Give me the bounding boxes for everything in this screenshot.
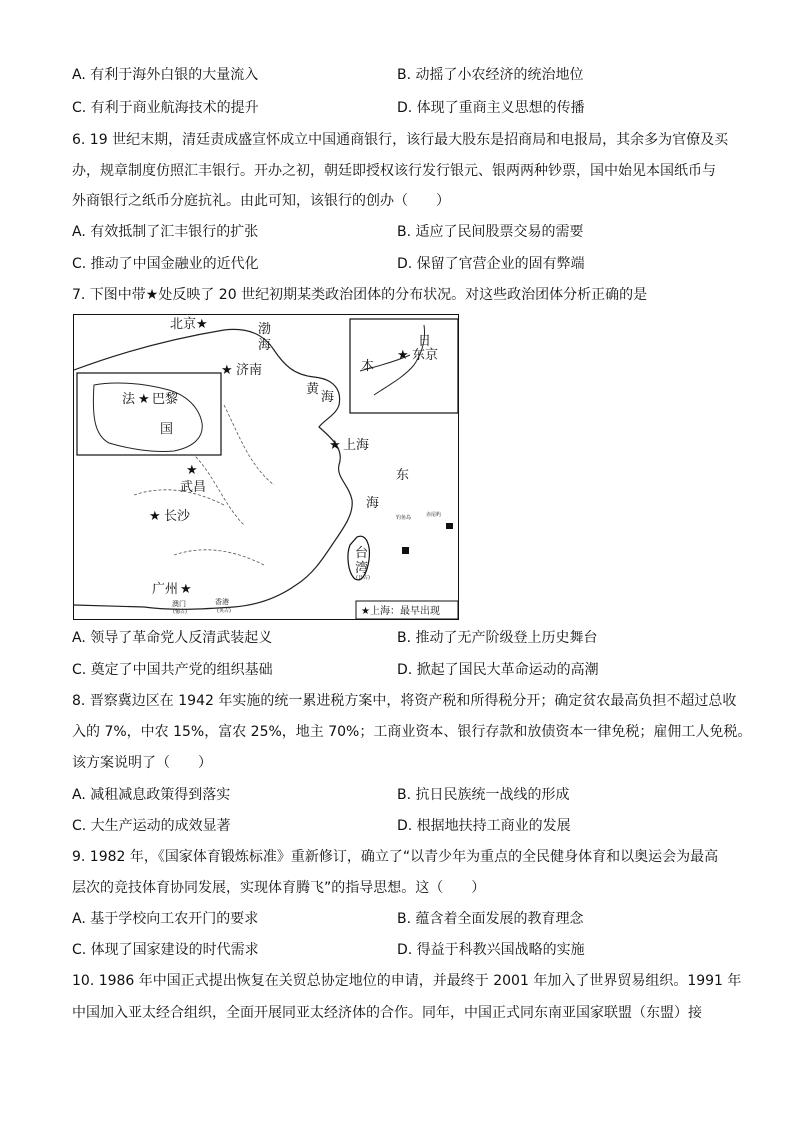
q7-option-d: D. 掀起了国民大革命运动的高潮 (397, 662, 599, 678)
star-changsha: ★ (149, 509, 161, 524)
city-changsha: 长沙 (164, 509, 191, 524)
star-jinan: ★ (221, 363, 233, 378)
q6-stem-line2: 办，规章制度仿照汇丰银行。开办之初，朝廷即授权该行发行银元、银两两种钞票，国中始见本国纸币与 (72, 163, 716, 179)
q9-option-c: C. 体现了国家建设的时代需求 (72, 942, 259, 958)
q9-option-d: D. 得益于科教兴国战略的实施 (397, 942, 585, 958)
taiwan-label-2: 湾 (355, 561, 369, 576)
q6-option-b: B. 适应了民间股票交易的需要 (397, 224, 584, 240)
q7-stem: 7. 下图中带★处反映了 20 世纪初期某类政治团体的分布状况。对这些政治团体分析正确的是 (72, 287, 648, 303)
bohai-label-1: 渤 (258, 322, 272, 337)
taiwan-label-sub: (日占) (356, 575, 370, 581)
japan-label-2: 本 (361, 359, 375, 374)
q9-option-b: B. 蕴含着全面发展的教育理念 (397, 911, 584, 927)
japan-label-1: 日 (418, 334, 432, 349)
q6-option-a: A. 有效抵制了汇丰银行的扩张 (72, 224, 259, 240)
city-tokyo: 东京 (412, 348, 439, 363)
city-wuchang: 武昌 (180, 480, 207, 495)
diaoyu-label: 钓鱼岛 (396, 515, 412, 521)
city-beijing: 北京 (170, 317, 197, 332)
q6-stem-line3: 外商银行之纸币分庭抗礼。由此可知，该银行的创办（ ） (72, 193, 450, 209)
star-paris: ★ (138, 392, 150, 407)
q7-map (73, 314, 459, 620)
donghai-label-2: 海 (366, 496, 380, 511)
city-macau: 澳门 (172, 600, 186, 608)
q8-stem-line3: 该方案说明了（ ） (72, 755, 212, 771)
q6-option-c: C. 推动了中国金融业的近代化 (72, 256, 259, 272)
q8-stem-line2: 入的 7%，中农 15%，富农 25%，地主 70%；工商业资本、银行存款和放债资本一律免税；雇佣工人免税。 (72, 724, 752, 740)
taiwan-label-1: 台 (355, 546, 369, 561)
island-marker (402, 547, 409, 554)
q9-option-a: A. 基于学校向工农开门的要求 (72, 911, 259, 927)
bohai-label-2: 海 (258, 338, 272, 353)
star-wuchang: ★ (186, 463, 198, 478)
q10-stem-line2: 中国加入亚太经合组织，全面开展同亚太经济体的合作。同年，中国正式同东南亚国家联盟（东盟）接 (72, 1005, 702, 1021)
city-guangzhou: 广州 (152, 582, 179, 597)
island-marker (446, 523, 453, 529)
city-macau-sub: (葡占) (173, 609, 187, 615)
q5-option-b: B. 动摇了小农经济的统治地位 (397, 67, 584, 83)
city-hongkong: 香港 (215, 598, 229, 606)
q9-stem-line2: 层次的竞技体育协同发展，实现体育腾飞”的指导思想。这（ ） (72, 880, 486, 896)
legend-text: ★上海：最早出现 (361, 606, 440, 617)
q8-stem-line1: 8. 晋察冀边区在 1942 年实施的统一累进税方案中，将资产税和所得税分开；确定贫农最高负担不超过总收 (72, 693, 737, 709)
city-paris: 巴黎 (152, 392, 179, 407)
city-hongkong-sub: (英占) (217, 608, 231, 614)
france-label-2: 国 (160, 422, 174, 437)
q7-option-a: A. 领导了革命党人反清武装起义 (72, 630, 273, 646)
q8-option-d: D. 根据地扶持工商业的发展 (397, 818, 571, 834)
city-jinan: 济南 (236, 363, 263, 378)
q6-option-d: D. 保留了官营企业的固有弊端 (397, 256, 585, 272)
q6-stem-line1: 6. 19 世纪末期，清廷责成盛宣怀成立中国通商银行，该行最大股东是招商局和电报局，其余多为官僚及买 (72, 132, 729, 148)
coastline (74, 329, 352, 609)
q5-option-a: A. 有利于海外白银的大量流入 (72, 67, 259, 83)
star-tokyo: ★ (397, 348, 409, 363)
huanghai-label-1: 黄 (306, 382, 320, 397)
star-guangzhou: ★ (180, 582, 192, 597)
star-shanghai: ★ (329, 438, 341, 453)
chiwei-label: 赤尾屿 (426, 512, 442, 518)
map-drawing (74, 315, 459, 620)
huanghai-label-2: 海 (321, 390, 335, 405)
q10-stem-line1: 10. 1986 年中国正式提出恢复在关贸总协定地位的申请，并最终于 2001 年加入了世界贸易组织。1991 年 (72, 973, 742, 989)
q8-option-a: A. 减租减息政策得到落实 (72, 787, 231, 803)
q7-option-b: B. 推动了无产阶级登上历史舞台 (397, 630, 598, 646)
q9-stem-line1: 9. 1982 年，《国家体育锻炼标准》重新修订，确立了“以青少年为重点的全民健身体育和以奥运会为最高 (72, 849, 719, 865)
q5-option-d: D. 体现了重商主义思想的传播 (397, 100, 585, 116)
city-shanghai: 上海 (343, 438, 370, 453)
q8-option-c: C. 大生产运动的成效显著 (72, 818, 231, 834)
donghai-label-1: 东 (396, 468, 410, 483)
star-beijing: ★ (196, 317, 208, 332)
france-label-1: 法 (122, 392, 136, 407)
q8-option-b: B. 抗日民族统一战线的形成 (397, 787, 570, 803)
q7-option-c: C. 奠定了中国共产党的组织基础 (72, 662, 273, 678)
q5-option-c: C. 有利于商业航海技术的提升 (72, 100, 259, 116)
